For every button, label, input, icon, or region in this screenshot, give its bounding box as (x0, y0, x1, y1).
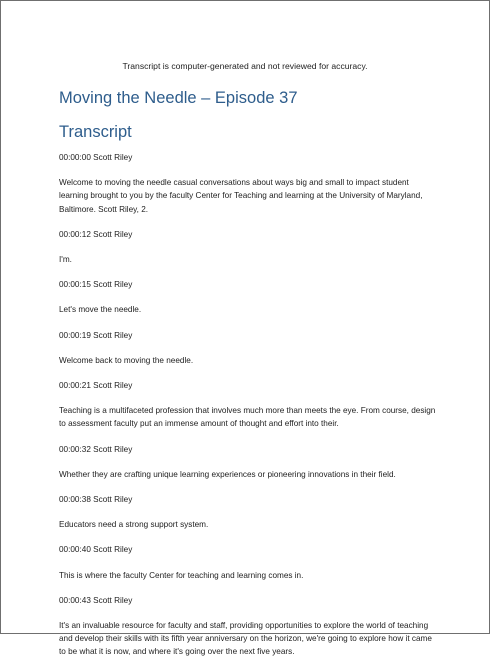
entry-text: Educators need a strong support system. (59, 520, 209, 530)
entry-speaker: Scott Riley (93, 330, 133, 340)
entry-speaker: Scott Riley (93, 280, 133, 290)
entry-speaker: Scott Riley (93, 595, 133, 605)
entry-meta (59, 379, 439, 392)
section-heading: Transcript (59, 123, 132, 141)
entry-timestamp: 00:00:12 (59, 229, 91, 239)
entry-meta (59, 594, 439, 607)
entry-meta (59, 151, 439, 164)
entry-text: Teaching is a multifaceted profession that involves much more than meets the eye. From course, design to assessment faculty put an immense amount of thought and effort into their. (59, 406, 436, 429)
transcript-notice: Transcript is computer-generated and not reviewed for accuracy. (122, 61, 368, 71)
episode-title: Moving the Needle – Episode 37 (59, 89, 298, 107)
entry-speaker: Scott Riley (93, 444, 133, 454)
entry-meta (59, 278, 439, 291)
entry-text: Welcome to moving the needle casual conversations about ways big and small to impact student learning brought to you by the faculty Center for Teaching and learning at the University of Maryland, Baltimore. Scott Riley, 2. (59, 178, 423, 214)
entry-text: Whether they are crafting unique learning experiences or pioneering innovations in their field. (59, 469, 396, 479)
entry-speaker: Scott Riley (93, 495, 133, 505)
entry-speaker: Scott Riley (93, 545, 133, 555)
entry-timestamp: 00:00:00 (59, 153, 91, 162)
entry-speaker: Scott Riley (93, 381, 133, 391)
entry-timestamp: 00:00:32 (59, 444, 91, 454)
transcript-entries (59, 151, 439, 671)
entry-speaker: Scott Riley (93, 229, 133, 239)
entry-timestamp: 00:00:21 (59, 381, 91, 391)
entry-meta (59, 443, 439, 456)
entry-text: It's an invaluable resource for faculty and staff, providing opportunities to explore the world of teaching and develop their skills with its fifth year anniversary on the horizon, we're going to explore how it came to be what it is now, and where it's going over the next five years. (59, 621, 432, 657)
entry-meta (59, 493, 439, 506)
entry-timestamp: 00:00:19 (59, 330, 91, 340)
entry-speaker: Scott Riley (93, 153, 133, 162)
entry-text: This is where the faculty Center for teaching and learning comes in. (59, 570, 304, 580)
entry-timestamp: 00:00:40 (59, 545, 91, 555)
entry-text: Welcome back to moving the needle. (59, 355, 194, 365)
entry-timestamp: 00:00:43 (59, 595, 91, 605)
entry-text: I'm. (59, 255, 72, 265)
entry-meta (59, 543, 439, 556)
entry-timestamp: 00:00:15 (59, 280, 91, 290)
entry-meta (59, 228, 439, 241)
entry-meta (59, 329, 439, 342)
entry-timestamp: 00:00:38 (59, 495, 91, 505)
entry-text: Let's move the needle. (59, 305, 142, 315)
